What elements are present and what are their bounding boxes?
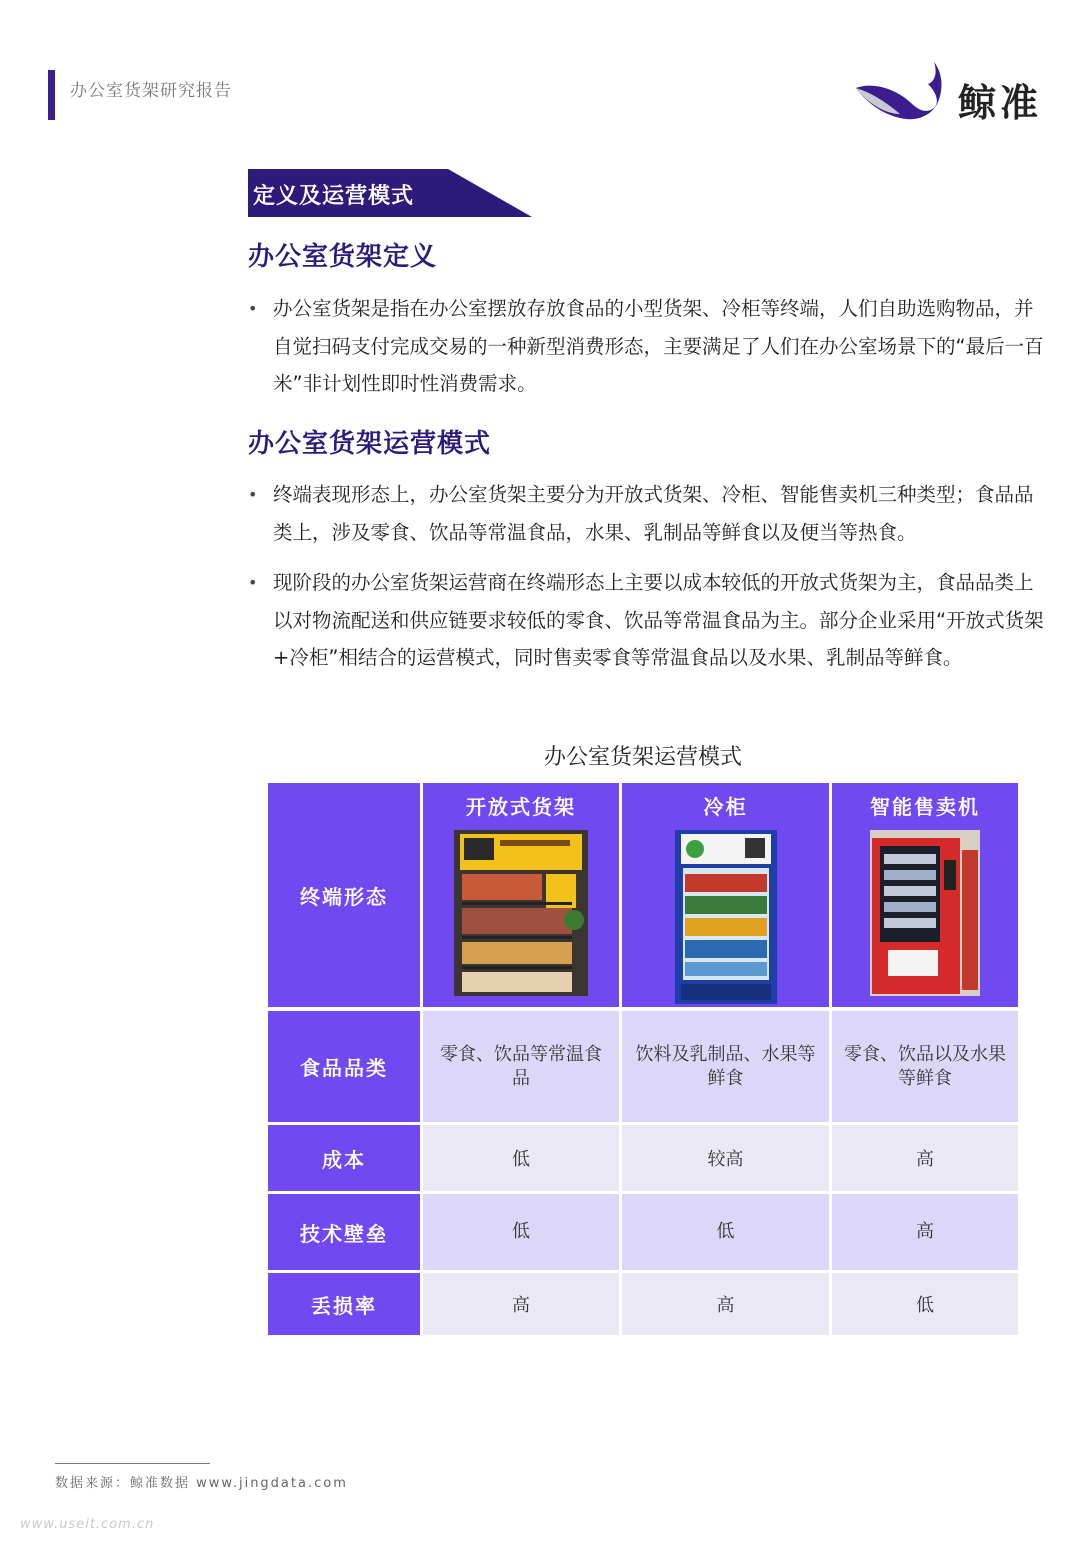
table-cell: 较高 [622, 1125, 829, 1191]
table-cell: 高 [832, 1194, 1018, 1270]
brand-logo [852, 58, 1052, 128]
table-cell: 饮料及乳制品、水果等鲜食 [622, 1011, 829, 1122]
bullet-dot-icon: • [248, 485, 258, 504]
column-vending-machine [832, 783, 1018, 1007]
operation-bullet-1 [248, 476, 1048, 551]
row-label-food: 食品品类 [268, 1011, 420, 1122]
definition-heading: 办公室货架定义 [248, 242, 438, 272]
bullet-dot-icon: • [248, 573, 258, 592]
brand-name: 鲸准 [958, 81, 1043, 125]
section-banner [248, 169, 538, 217]
column-label: 冷柜 [703, 795, 748, 819]
vending-machine-photo [870, 830, 980, 996]
fridge-photo [675, 830, 777, 1004]
definition-bullet [248, 290, 1048, 403]
column-label: 智能售卖机 [870, 795, 980, 819]
table-cell: 低 [832, 1273, 1018, 1335]
bullet-text: 终端表现形态上，办公室货架主要分为开放式货架、冷柜、智能售卖机三种类型；食品品类上，涉及零食、饮品等常温食品，水果、乳制品等鲜食以及便当等热食。 [273, 483, 1034, 544]
data-source: 数据来源：鲸准数据 www.jingdata.com [55, 1476, 348, 1491]
bullet-dot-icon: • [248, 299, 258, 318]
whale-icon [852, 58, 952, 128]
table-cell: 低 [622, 1194, 829, 1270]
table-cell: 高 [622, 1273, 829, 1335]
row-label-barrier: 技术壁垒 [268, 1194, 420, 1270]
bullet-text: 办公室货架是指在办公室摆放存放食品的小型货架、冷柜等终端，人们自助选购物品，并自觉扫码支付完成交易的一种新型消费形态，主要满足了人们在办公室场景下的“最后一百米”非计划性即时性消费需求。 [273, 297, 1044, 395]
table-cell: 低 [423, 1194, 619, 1270]
header-accent-bar [48, 70, 55, 120]
operation-bullet-2 [248, 564, 1048, 677]
operation-model-table [268, 783, 1018, 1335]
section-banner-label: 定义及运营模式 [253, 184, 415, 209]
column-open-shelf [423, 783, 619, 1007]
table-cell: 零食、饮品以及水果等鲜食 [832, 1011, 1018, 1122]
row-label-loss: 丢损率 [268, 1273, 420, 1335]
watermark: www.useit.com.cn [20, 1517, 155, 1532]
table-cell: 高 [423, 1273, 619, 1335]
column-fridge [622, 783, 829, 1007]
table-caption: 办公室货架运营模式 [543, 745, 742, 770]
table-cell: 低 [423, 1125, 619, 1191]
operation-heading: 办公室货架运营模式 [248, 429, 492, 459]
column-label: 开放式货架 [466, 795, 576, 819]
report-title: 办公室货架研究报告 [70, 81, 232, 101]
table-cell: 高 [832, 1125, 1018, 1191]
row-label-terminal: 终端形态 [268, 783, 420, 1007]
open-shelf-photo [454, 830, 588, 996]
row-label-cost: 成本 [268, 1125, 420, 1191]
footer-divider [55, 1463, 210, 1464]
bullet-text: 现阶段的办公室货架运营商在终端形态上主要以成本较低的开放式货架为主，食品品类上以对物流配送和供应链要求较低的零食、饮品等常温食品为主。部分企业采用“开放式货架+冷柜”相结合的运营模式，同时售卖零食等常温食品以及水果、乳制品等鲜食。 [273, 571, 1044, 669]
table-cell: 零食、饮品等常温食品 [423, 1011, 619, 1122]
